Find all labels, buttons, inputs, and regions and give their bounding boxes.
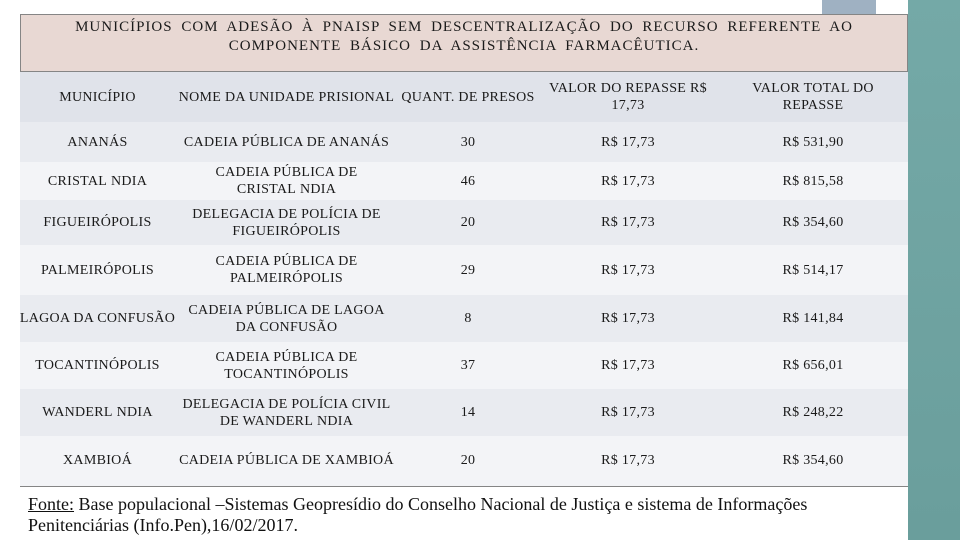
cell-presos: 29 [460,262,476,278]
header-valor-total-label: VALOR TOTAL DO REPASSE [752,81,874,113]
cell-valor-total: R$ 354,60 [718,436,908,486]
header-unidade [175,72,398,122]
cell-unidade [175,200,398,245]
data-table [20,72,908,487]
cell-presos: 37 [460,358,476,373]
header-valor-repasse [538,72,718,122]
header-presos-label: QUANT. DE PRESOS [401,89,535,105]
header-municipio [20,72,175,122]
cell-municipio [20,245,175,295]
source-label: Fonte: [28,494,75,514]
cell-municipio [20,436,175,486]
cell-valor-total: R$ 531,90 [782,134,844,150]
municipio-text: FIGUEIRÓPOLIS [43,215,152,230]
cell-unidade [175,342,398,389]
municipio-text: ANANÁS [67,134,128,150]
cell-municipio [20,389,175,436]
header-municipio-label: MUNICÍPIO [59,89,136,105]
cell-valor-total: R$ 248,22 [782,405,844,420]
cell-presos: 30 [460,134,476,150]
header-presos [398,72,538,122]
cell-valor-repasse: R$ 17,73 [601,358,655,373]
municipio-text: TOCANTINÓPOLIS [35,358,160,373]
municipio-text: XAMBIOÁ [63,453,132,469]
table-row [20,245,908,295]
unidade-text: CADEIA PÚBLICA DE LAGOA DA CONFUSÃO [188,302,385,335]
unidade-text: CADEIA PÚBLICA DE CRISTAL NDIA [215,165,358,197]
cell-valor-repasse: R$ 17,73 [601,311,655,326]
header-valor-total [718,72,908,122]
cell-presos: 20 [398,436,538,486]
accent-box [822,0,876,14]
cell-presos: 46 [460,173,476,189]
cell-presos: 20 [460,215,476,230]
cell-valor-repasse: R$ 17,73 [601,262,655,278]
cell-unidade [175,389,398,436]
title-box [20,14,908,72]
municipio-text: CRISTAL NDIA [47,173,148,189]
header-unidade-label: NOME DA UNIDADE PRISIONAL [178,89,395,105]
cell-valor-total: R$ 656,01 [782,358,844,373]
cell-municipio [20,295,175,342]
cell-unidade [175,295,398,342]
title-line-2: COMPONENTE BÁSICO DA ASSISTÊNCIA FARMACÊUTICA. [228,38,700,54]
unidade-text: CADEIA PÚBLICA DE PALMEIRÓPOLIS [215,254,358,286]
cell-unidade [175,436,398,486]
cell-valor-total: R$ 815,58 [782,173,844,189]
cell-unidade [175,162,398,200]
unidade-text: CADEIA PÚBLICA DE TOCANTINÓPOLIS [215,349,358,382]
unidade-text: CADEIA PÚBLICA DE XAMBIOÁ [179,453,394,469]
source-note [28,494,838,536]
table-row [20,436,908,486]
table-row [20,342,908,389]
unidade-text: DELEGACIA DE POLÍCIA DE FIGUEIRÓPOLIS [192,206,381,239]
unidade-text: CADEIA PÚBLICA DE ANANÁS [183,134,390,150]
cell-municipio [20,200,175,245]
cell-valor-repasse: R$ 17,73 [601,134,655,150]
unidade-text: DELEGACIA DE POLÍCIA CIVIL DE WANDERL NDIA [182,396,391,429]
title-line-1: MUNICÍPIOS COM ADESÃO À PNAISP SEM DESCENTRALIZAÇÃO DO RECURSO REFERENTE AO [75,19,853,35]
cell-unidade [175,245,398,295]
cell-valor-repasse: R$ 17,73 [601,405,655,420]
table-row [20,295,908,342]
cell-valor-total: R$ 141,84 [782,311,844,326]
source-text: Base populacional –Sistemas Geopresídio do Conselho Nacional de Justiça e sistema de Informações Penitenciárias (Info.Pen),16/02/2017. [28,494,808,535]
cell-valor-total: R$ 354,60 [782,215,844,230]
cell-valor-repasse: R$ 17,73 [601,173,655,189]
cell-valor-total: R$ 514,17 [782,262,844,278]
cell-unidade [175,122,398,162]
municipio-text: WANDERL NDIA [42,405,153,420]
cell-municipio [20,342,175,389]
cell-valor-repasse: R$ 17,73 [601,215,655,230]
header-valor-repasse-label: VALOR DO REPASSE R$ 17,73 [549,81,707,113]
cell-presos: 14 [460,405,476,420]
header-row [20,72,908,122]
municipio-text: PALMEIRÓPOLIS [40,262,155,278]
table-row [20,122,908,162]
cell-municipio [20,122,175,162]
cell-valor-repasse: R$ 17,73 [538,436,718,486]
accent-band [908,0,960,540]
table-row [20,200,908,245]
municipio-text: LAGOA DA CONFUSÃO [19,311,176,326]
cell-municipio [20,162,175,200]
cell-presos: 8 [464,311,472,326]
table-row [20,162,908,200]
table-row [20,389,908,436]
